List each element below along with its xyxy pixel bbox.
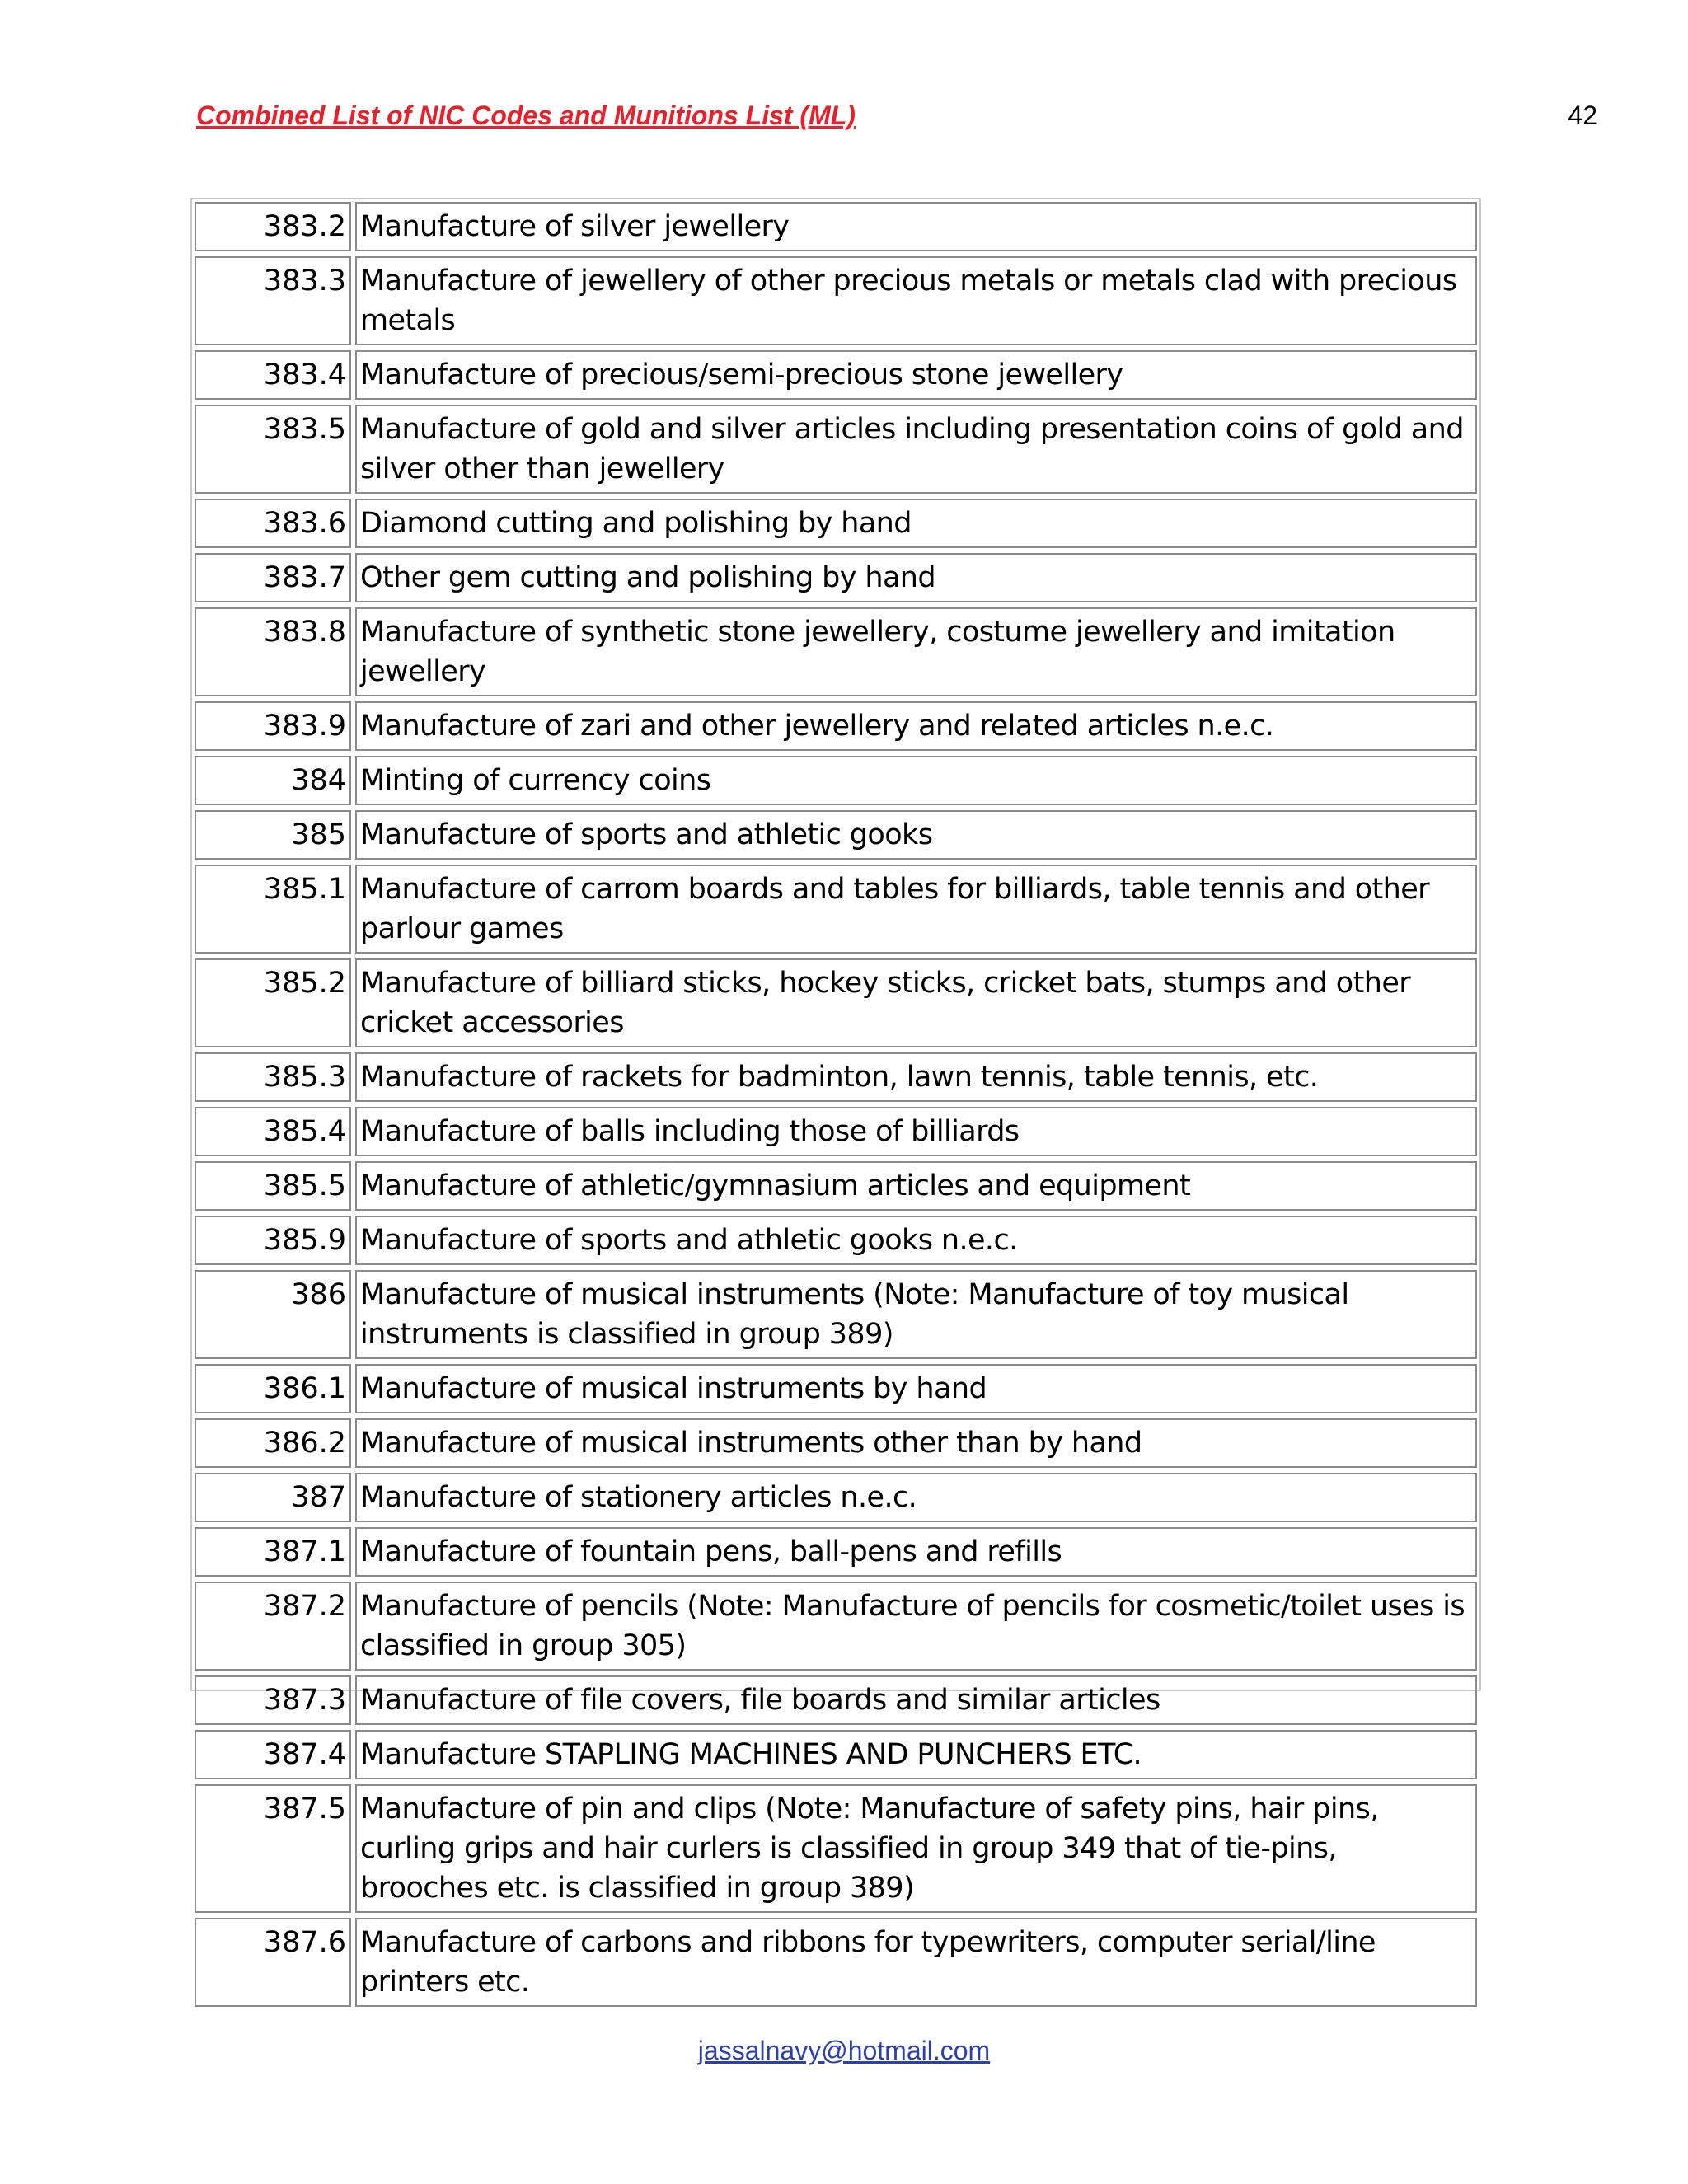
table-row bbox=[195, 405, 1477, 494]
nic-code-cell: 385 bbox=[195, 810, 351, 860]
nic-code-cell: 383.6 bbox=[195, 499, 351, 548]
table-row bbox=[195, 256, 1477, 345]
table-row bbox=[195, 865, 1477, 954]
table-row bbox=[195, 1052, 1477, 1102]
nic-code-cell: 385.9 bbox=[195, 1216, 351, 1265]
table-row bbox=[195, 1730, 1477, 1779]
nic-code-cell: 387.3 bbox=[195, 1675, 351, 1725]
nic-code-cell: 387.4 bbox=[195, 1730, 351, 1779]
table-row bbox=[195, 499, 1477, 548]
nic-code-cell: 387 bbox=[195, 1473, 351, 1522]
activity-description-cell: Manufacture of balls including those of billiards bbox=[355, 1107, 1477, 1156]
activity-description-cell: Diamond cutting and polishing by hand bbox=[355, 499, 1477, 548]
nic-code-cell: 385.5 bbox=[195, 1161, 351, 1211]
table-row bbox=[195, 1418, 1477, 1468]
table-row bbox=[195, 1364, 1477, 1413]
activity-description-cell: Manufacture of silver jewellery bbox=[355, 202, 1477, 251]
page-header bbox=[196, 97, 1597, 138]
activity-description-cell: Manufacture of musical instruments by hand bbox=[355, 1364, 1477, 1413]
table-row bbox=[195, 1527, 1477, 1577]
nic-code-cell: 383.9 bbox=[195, 701, 351, 751]
nic-code-cell: 387.6 bbox=[195, 1918, 351, 2007]
activity-description-cell: Manufacture of zari and other jewellery and related articles n.e.c. bbox=[355, 701, 1477, 751]
activity-description-cell: Manufacture of carrom boards and tables for billiards, table tennis and other parlour games bbox=[355, 865, 1477, 954]
table-row bbox=[195, 1270, 1477, 1359]
nic-code-cell: 383.3 bbox=[195, 256, 351, 345]
nic-code-cell: 387.1 bbox=[195, 1527, 351, 1577]
activity-description-cell: Manufacture of pencils (Note: Manufacture of pencils for cosmetic/toilet uses is classified in group 305) bbox=[355, 1582, 1477, 1671]
nic-code-cell: 385.2 bbox=[195, 958, 351, 1047]
footer-email-link[interactable]: jassalnavy@hotmail.com bbox=[697, 2036, 991, 2065]
table-row bbox=[195, 1161, 1477, 1211]
nic-code-cell: 385.3 bbox=[195, 1052, 351, 1102]
nic-code-cell: 383.5 bbox=[195, 405, 351, 494]
activity-description-cell: Manufacture STAPLING MACHINES AND PUNCHERS ETC. bbox=[355, 1730, 1477, 1779]
activity-description-cell: Manufacture of rackets for badminton, lawn tennis, table tennis, etc. bbox=[355, 1052, 1477, 1102]
table-row bbox=[195, 1473, 1477, 1522]
activity-description-cell: Other gem cutting and polishing by hand bbox=[355, 553, 1477, 602]
table-row bbox=[195, 1784, 1477, 1913]
nic-code-cell: 383.8 bbox=[195, 607, 351, 696]
nic-code-cell: 387.5 bbox=[195, 1784, 351, 1913]
nic-code-cell: 383.4 bbox=[195, 350, 351, 400]
activity-description-cell: Manufacture of precious/semi-precious stone jewellery bbox=[355, 350, 1477, 400]
nic-code-cell: 386 bbox=[195, 1270, 351, 1359]
activity-description-cell: Manufacture of sports and athletic gooks bbox=[355, 810, 1477, 860]
table-row bbox=[195, 1918, 1477, 2007]
document-title: Combined List of NIC Codes and Munitions List (ML) bbox=[196, 101, 856, 130]
nic-code-cell: 385.1 bbox=[195, 865, 351, 954]
table-row bbox=[195, 1675, 1477, 1725]
table-row bbox=[195, 553, 1477, 602]
activity-description-cell: Manufacture of stationery articles n.e.c. bbox=[355, 1473, 1477, 1522]
activity-description-cell: Manufacture of pin and clips (Note: Manufacture of safety pins, hair pins, curling grips and hair curlers is classified in group 349 that of tie-pins, brooches etc. is classified in group 389) bbox=[355, 1784, 1477, 1913]
activity-description-cell: Manufacture of billiard sticks, hockey sticks, cricket bats, stumps and other cricket accessories bbox=[355, 958, 1477, 1047]
nic-code-cell: 386.1 bbox=[195, 1364, 351, 1413]
nic-code-cell: 383.7 bbox=[195, 553, 351, 602]
table-row bbox=[195, 958, 1477, 1047]
table-row bbox=[195, 756, 1477, 805]
activity-description-cell: Manufacture of sports and athletic gooks n.e.c. bbox=[355, 1216, 1477, 1265]
activity-description-cell: Manufacture of fountain pens, ball-pens and refills bbox=[355, 1527, 1477, 1577]
nic-code-cell: 383.2 bbox=[195, 202, 351, 251]
table-row bbox=[195, 810, 1477, 860]
activity-description-cell: Manufacture of athletic/gymnasium articles and equipment bbox=[355, 1161, 1477, 1211]
table-row bbox=[195, 1216, 1477, 1265]
nic-code-cell: 387.2 bbox=[195, 1582, 351, 1671]
nic-code-cell: 385.4 bbox=[195, 1107, 351, 1156]
activity-description-cell: Minting of currency coins bbox=[355, 756, 1477, 805]
activity-description-cell: Manufacture of carbons and ribbons for typewriters, computer serial/line printers etc. bbox=[355, 1918, 1477, 2007]
nic-code-cell: 386.2 bbox=[195, 1418, 351, 1468]
nic-codes-table bbox=[190, 198, 1481, 1999]
activity-description-cell: Manufacture of file covers, file boards and similar articles bbox=[355, 1675, 1477, 1725]
activity-description-cell: Manufacture of jewellery of other precious metals or metals clad with precious metals bbox=[355, 256, 1477, 345]
activity-description-cell: Manufacture of synthetic stone jewellery, costume jewellery and imitation jewellery bbox=[355, 607, 1477, 696]
table-row bbox=[195, 1107, 1477, 1156]
activity-description-cell: Manufacture of gold and silver articles including presentation coins of gold and silver other than jewellery bbox=[355, 405, 1477, 494]
table-row bbox=[195, 701, 1477, 751]
table-row bbox=[195, 607, 1477, 696]
table-row bbox=[195, 350, 1477, 400]
nic-code-cell: 384 bbox=[195, 756, 351, 805]
activity-description-cell: Manufacture of musical instruments other than by hand bbox=[355, 1418, 1477, 1468]
table-row bbox=[195, 1582, 1477, 1671]
activity-description-cell: Manufacture of musical instruments (Note: Manufacture of toy musical instruments is classified in group 389) bbox=[355, 1270, 1477, 1359]
page-number: 42 bbox=[1568, 101, 1597, 130]
table-row bbox=[195, 202, 1477, 251]
